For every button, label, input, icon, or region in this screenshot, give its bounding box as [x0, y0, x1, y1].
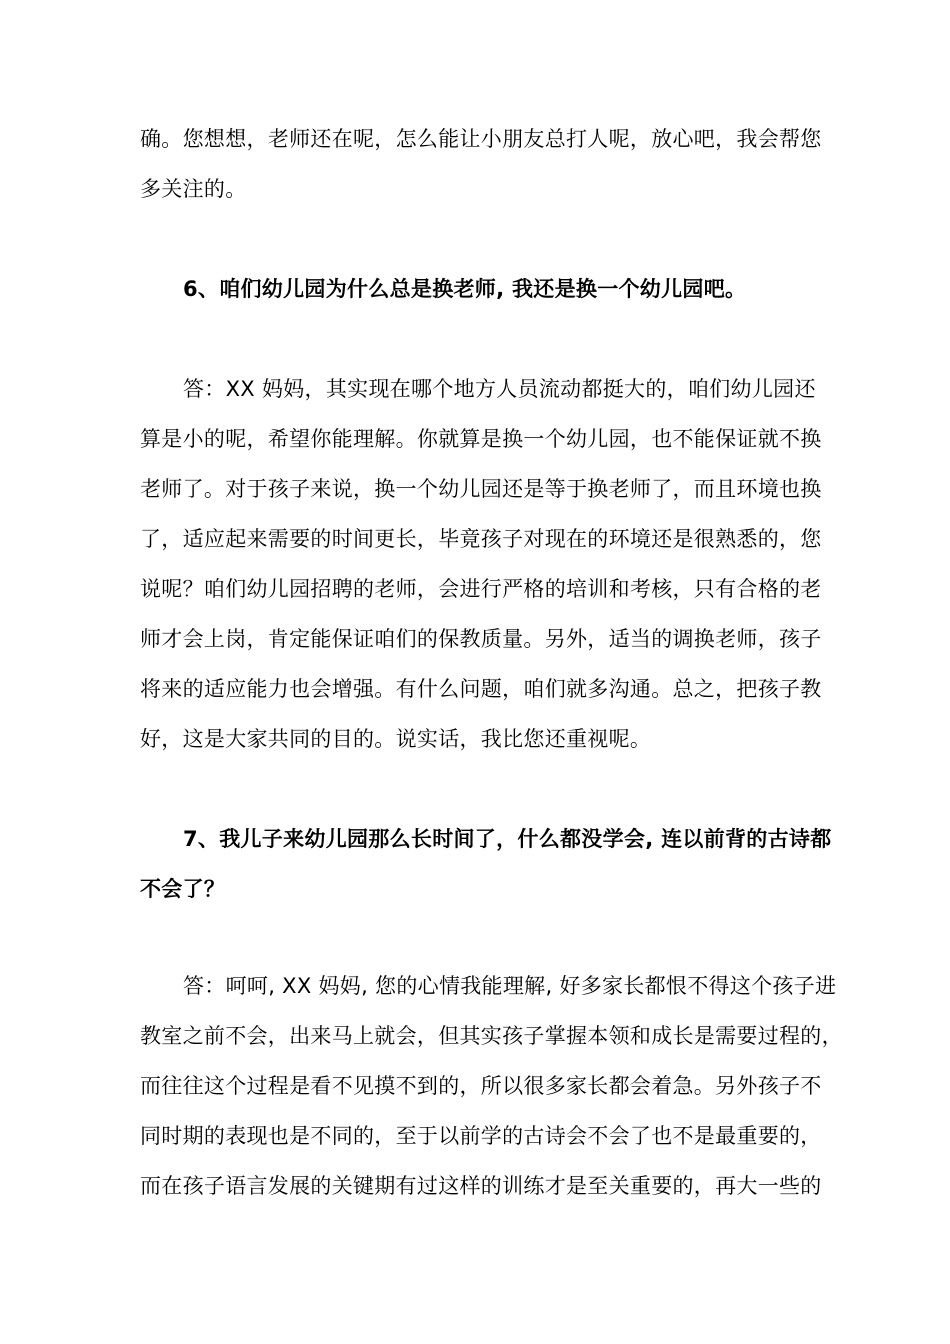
answer-6-line: 好，这是大家共同的目的。说实话，我比您还重视呢。 [140, 727, 652, 751]
paragraph-line: 确。您想想，老师还在呢，怎么能让小朋友总打人呢，放心吧，我会帮您 [140, 127, 822, 151]
answer-6-line: 了，适应起来需要的时间更长，毕竟孩子对现在的环境还是很熟悉的，您 [140, 527, 822, 551]
answer-7-line: 而往往这个过程是看不见摸不到的，所以很多家长都会着急。另外孩子不 [140, 1074, 822, 1098]
answer-6-line: 答：XX 妈妈，其实现在哪个地方人员流动都挺大的，咱们幼儿园还 [183, 377, 816, 401]
answer-6-line: 师才会上岗，肯定能保证咱们的保教质量。另外，适当的调换老师，孩子 [140, 627, 822, 651]
answer-6-line: 老师了。对于孩子来说，换一个幼儿园还是等于换老师了，而且环境也换 [140, 477, 822, 501]
question-6-heading: 6、咱们幼儿园为什么总是换老师, 我还是换一个幼儿园吧。 [183, 277, 747, 301]
answer-7-line: 同时期的表现也是不同的，至于以前学的古诗会不会了也不是最重要的， [140, 1124, 822, 1148]
paragraph-line: 多关注的。 [140, 177, 247, 201]
answer-6-line: 将来的适应能力也会增强。有什么问题，咱们就多沟通。总之，把孩子教 [140, 677, 822, 701]
answer-7-line: 而在孩子语言发展的关键期有过这样的训练才是至关重要的，再大一些的 [140, 1174, 822, 1198]
answer-7-line: 教室之前不会，出来马上就会，但其实孩子掌握本领和成长是需要过程的， [140, 1024, 843, 1048]
answer-6-line: 说呢？咱们幼儿园招聘的老师，会进行严格的培训和考核，只有合格的老 [140, 577, 822, 601]
question-7-heading: 7、我儿子来幼儿园那么长时间了，什么都没学会, 连以前背的古诗都 [183, 827, 832, 851]
answer-6-line: 算是小的呢，希望你能理解。你就算是换一个幼儿园，也不能保证就不换 [140, 427, 822, 451]
question-7-heading: 不会了？ [140, 877, 226, 901]
answer-7-line: 答：呵呵, XX 妈妈, 您的心情我能理解, 好多家长都恨不得这个孩子进 [183, 974, 837, 998]
